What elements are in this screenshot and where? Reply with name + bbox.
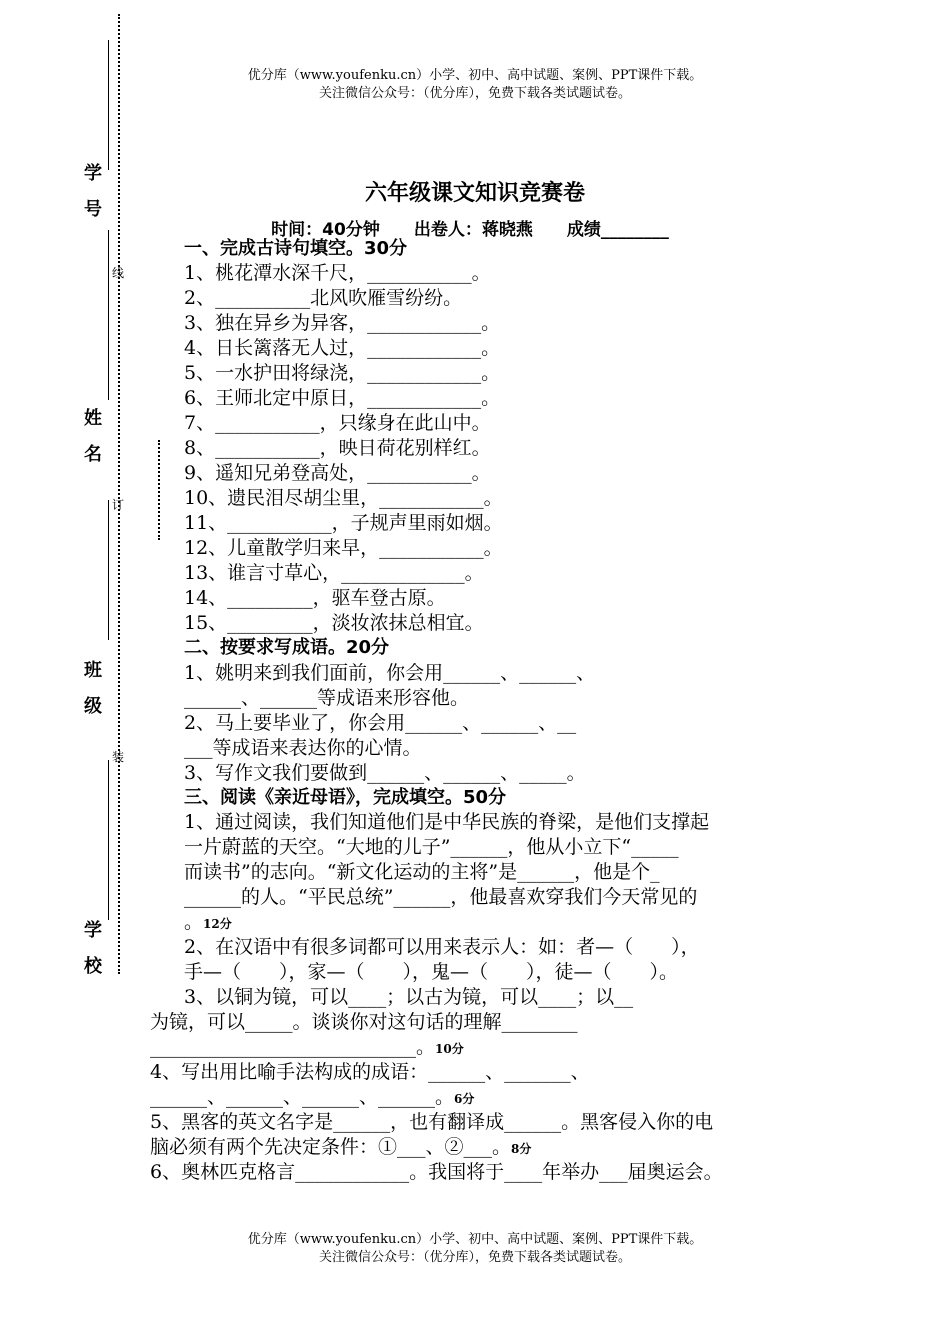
q1-score: 12分 xyxy=(203,917,232,931)
student-no-label: 学 号 xyxy=(81,163,102,217)
page-header-line2: 关注微信公众号：（优分库），免费下载各类试题试卷。 xyxy=(318,86,631,101)
name-underline-top xyxy=(108,230,109,400)
s3-q1-line1: 1、通过阅读，我们知道他们是中华民族的脊梁，是他们支撑起 xyxy=(184,811,710,833)
q7-line: 7、___________，只缘身在此山中。 xyxy=(184,412,491,434)
binding-ding-mark: 订 xyxy=(112,498,125,512)
s3-q3-tail: ____________________________。 xyxy=(150,1036,436,1058)
q13-line: 13、谁言寸草心，_____________。 xyxy=(184,562,484,584)
q9-line: 9、遥知兄弟登高处，___________。 xyxy=(184,462,491,484)
s2-q2-line1: 2、马上要毕业了，你会用______、______、__ xyxy=(184,712,577,734)
s3-q3-line3 xyxy=(150,1035,464,1061)
q15-line: 15、_________，淡妆浓抹总相宜。 xyxy=(184,612,484,634)
s3-q1-tail: 。 xyxy=(184,911,204,933)
s3-q4-line1: 4、写出用比喻手法构成的成语：______、_______、 xyxy=(150,1061,590,1083)
q11-line: 11、___________，子规声里雨如烟。 xyxy=(184,512,503,534)
s3-q5-tail: 脑必须有两个先决定条件：①___、②___。 xyxy=(150,1136,512,1158)
s3-q2-line1: 2、在汉语中有很多词都可以用来表示人：如：者—（ ）， xyxy=(184,936,700,958)
q10-line: 10、遗民泪尽胡尘里，___________。 xyxy=(184,487,503,509)
q14-line: 14、_________，驱车登古原。 xyxy=(184,587,446,609)
s2-q2-line2: ___等成语来表达你的心情。 xyxy=(184,737,422,759)
class-underline xyxy=(108,500,109,640)
school-underline xyxy=(108,760,109,920)
q6-line: 6、王师北定中原日，____________。 xyxy=(184,387,501,409)
s3-q1-line4: ______的人。“平民总统”______，他最喜欢穿我们今天常见的 xyxy=(184,886,698,908)
s3-q2-line2: 手—（ ），家—（ ），鬼—（ ），徒—（ ）。 xyxy=(184,961,679,983)
q5-line: 5、一水护田将绿浇，____________。 xyxy=(184,362,501,384)
s3-q1-line2: 一片蔚蓝的天空。“大地的儿子”______，他从小立下“_____ xyxy=(184,836,679,858)
q1-line: 1、桃花潭水深千尺，___________。 xyxy=(184,262,491,284)
s3-q4-line2 xyxy=(150,1085,474,1111)
s2-q1-line1: 1、姚明来到我们面前，你会用______、______、 xyxy=(184,662,596,684)
s3-q6-line: 6、奥林匹克格言____________。我国将于____年举办___届奥运会。 xyxy=(150,1161,723,1183)
q12-line: 12、儿童散学归来早，___________。 xyxy=(184,537,503,559)
binding-dotted-line xyxy=(118,14,120,974)
q8-line: 8、___________，映日荷花别样红。 xyxy=(184,437,491,459)
page-footer-line1: 优分库（www.youfenku.cn）小学、初中、高中试题、案例、PPT课件下载。 xyxy=(247,1232,703,1247)
s3-q5-line1: 5、黑客的英文名字是______，也有翻译成______。黑客侵入你的电 xyxy=(150,1111,714,1133)
school-label: 学 校 xyxy=(81,920,102,974)
s2-q1-line2: ______、______等成语来形容他。 xyxy=(184,687,470,709)
section-1-heading: 一、完成古诗句填空。30分 xyxy=(184,238,408,259)
binding-xian-mark: 线 xyxy=(112,266,125,280)
s3-q1-line5 xyxy=(184,910,232,936)
class-label: 班 级 xyxy=(81,660,102,714)
q5-score: 8分 xyxy=(511,1142,532,1156)
s3-q4-tail: ______、______、______、______。 xyxy=(150,1086,455,1108)
page-footer-line2: 关注微信公众号：（优分库），免费下载各类试题试卷。 xyxy=(318,1250,631,1265)
q2-line: 2、__________北风吹雁雪纷纷。 xyxy=(184,287,463,309)
s3-q3-line2: 为镜，可以_____。谈谈你对这句话的理解________ xyxy=(150,1011,578,1033)
exam-title: 六年级课文知识竞赛卷 xyxy=(364,181,585,206)
binding-zhuang-mark: 装 xyxy=(112,750,125,764)
s3-q3-line1: 3、以铜为镜，可以____；以古为镜，可以____；以__ xyxy=(184,986,634,1008)
page-header-line1: 优分库（www.youfenku.cn）小学、初中、高中试题、案例、PPT课件下载。 xyxy=(247,68,703,83)
section-2-heading: 二、按要求写成语。20分 xyxy=(184,637,390,658)
q4-line: 4、日长篱落无人过，____________。 xyxy=(184,337,501,359)
s3-q1-line3: 而读书”的志向。“新文化运动的主将”是______，他是个_ xyxy=(184,861,660,883)
q4-score: 6分 xyxy=(454,1092,475,1106)
section-3-heading: 三、阅读《亲近母语》，完成填空。50分 xyxy=(184,787,507,808)
q3-line: 3、独在异乡为异客，____________。 xyxy=(184,312,501,334)
s2-q3-line: 3、写作文我们要做到______、______、_____。 xyxy=(184,762,586,784)
exam-meta: 时间：40分钟 出卷人：蒋晓燕 成绩________ xyxy=(271,220,669,240)
q3-score: 10分 xyxy=(435,1042,464,1056)
binding-dotted-line-short xyxy=(158,440,160,540)
name-label: 姓 名 xyxy=(81,408,102,462)
student-no-underline xyxy=(108,40,109,170)
s3-q5-line2 xyxy=(150,1135,531,1161)
